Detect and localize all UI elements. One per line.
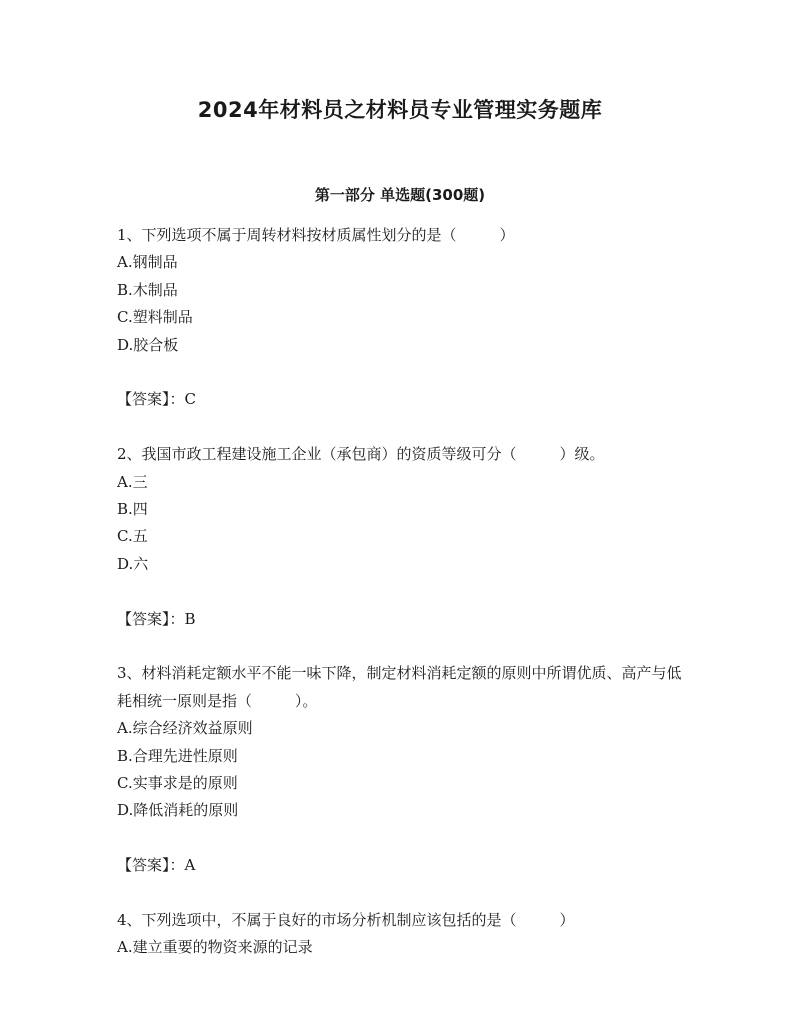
document-title: 2024年材料员之材料员专业管理实务题库 bbox=[197, 98, 603, 122]
option-d: D.胶合板 bbox=[117, 335, 179, 354]
option-a: A.三 bbox=[117, 472, 148, 491]
option-d: D.降低消耗的原则 bbox=[117, 801, 239, 820]
option-b: B.合理先进性原则 bbox=[117, 746, 238, 765]
question-2 bbox=[117, 441, 692, 633]
question-stem: 3、材料消耗定额水平不能一味下降，制定材料消耗定额的原则中所谓优质、高产与低耗相统一原则是指（ ）。 bbox=[117, 664, 682, 710]
question-4 bbox=[117, 907, 692, 962]
question-list bbox=[117, 222, 692, 989]
option-d: D.六 bbox=[117, 554, 149, 573]
question-1 bbox=[117, 222, 692, 414]
option-b: B.四 bbox=[117, 500, 148, 519]
question-stem: 4、下列选项中，不属于良好的市场分析机制应该包括的是（ ） bbox=[117, 911, 575, 930]
option-c: C.实事求是的原则 bbox=[117, 774, 238, 793]
answer-label: 【答案】：C bbox=[117, 390, 196, 409]
answer-label: 【答案】：A bbox=[117, 856, 196, 875]
question-stem: 1、下列选项不属于周转材料按材质属性划分的是（ ） bbox=[117, 226, 515, 244]
question-3 bbox=[117, 660, 692, 879]
option-a: A.综合经济效益原则 bbox=[117, 719, 253, 738]
option-c: C.塑料制品 bbox=[117, 308, 193, 327]
option-a: A.建立重要的物资来源的记录 bbox=[117, 938, 313, 957]
answer-label: 【答案】：B bbox=[117, 609, 196, 628]
option-b: B.木制品 bbox=[117, 280, 178, 299]
section-title: 第一部分 单选题(300题) bbox=[314, 186, 486, 204]
question-stem: 2、我国市政工程建设施工企业（承包商）的资质等级可分（ ）级。 bbox=[117, 445, 605, 464]
option-a: A.钢制品 bbox=[117, 253, 178, 272]
option-c: C.五 bbox=[117, 527, 148, 546]
